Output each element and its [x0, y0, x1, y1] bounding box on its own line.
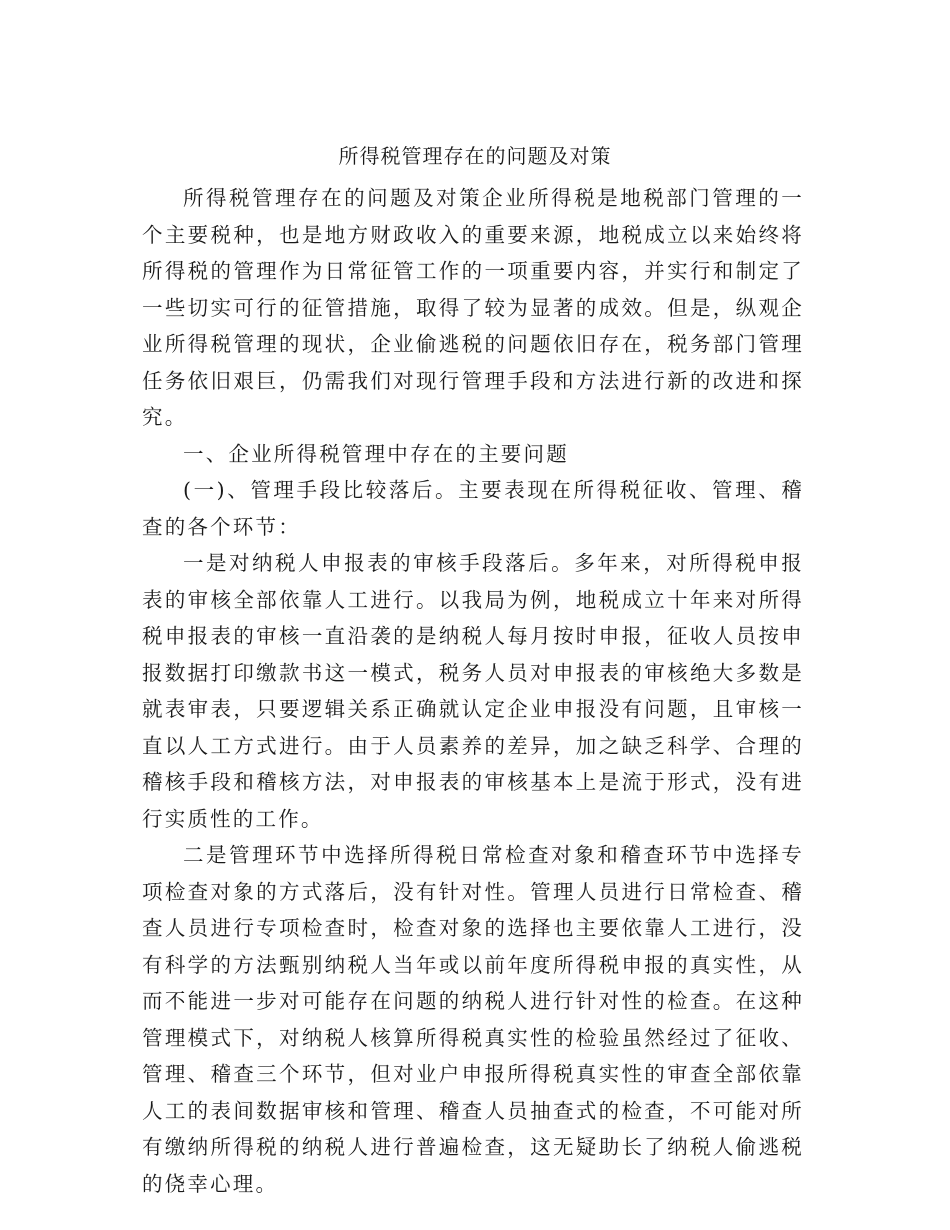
subsection-heading-management-means: (一)、管理手段比较落后。主要表现在所得税征收、管理、稽查的各个环节：	[142, 478, 804, 539]
paragraph-point-two: 二是管理环节中选择所得税日常检查对象和稽查环节中选择专项检查对象的方式落后，没有针对性。管理人员进行日常检查、稽查人员进行专项检查时，检查对象的选择也主要依靠人工进行，没有科学的方法甄别纳税人当年或以前年度所得税申报的真实性，从而不能进一步对可能存在问题的纳税人进行针对性的检查。在这种管理模式下，对纳税人核算所得税真实性的检验虽然经过了征收、管理、稽查三个环节，但对业户申报所得税真实性的审查全部依靠人工的表间数据审核和管理、稽查人员抽查式的检查，不可能对所有缴纳所得税的纳税人进行普遍检查，这无疑助长了纳税人偷逃税的侥幸心理。	[142, 843, 804, 1196]
document-body	[142, 180, 804, 1202]
document-title: 所得税管理存在的问题及对策	[338, 144, 612, 168]
paragraph-point-one: 一是对纳税人申报表的审核手段落后。多年来，对所得税申报表的审核全部依靠人工进行。以我局为例，地税成立十年来对所得税申报表的审核一直沿袭的是纳税人每月按时申报，征收人员按申报数据打印缴款书这一模式，税务人员对申报表的审核绝大多数是就表审表，只要逻辑关系正确就认定企业申报没有问题，且审核一直以人工方式进行。由于人员素养的差异，加之缺乏科学、合理的稽核手段和稽核方法，对申报表的审核基本上是流于形式，没有进行实质性的工作。	[142, 551, 804, 831]
section-heading-main-problems: 一、企业所得税管理中存在的主要问题	[183, 441, 569, 466]
paragraph-intro: 所得税管理存在的问题及对策企业所得税是地税部门管理的一个主要税种，也是地方财政收入的重要来源，地税成立以来始终将所得税的管理作为日常征管工作的一项重要内容，并实行和制定了一些切实可行的征管措施，取得了较为显著的成效。但是，纵观企业所得税管理的现状，企业偷逃税的问题依旧存在，税务部门管理任务依旧艰巨，仍需我们对现行管理手段和方法进行新的改进和探究。	[142, 186, 804, 429]
